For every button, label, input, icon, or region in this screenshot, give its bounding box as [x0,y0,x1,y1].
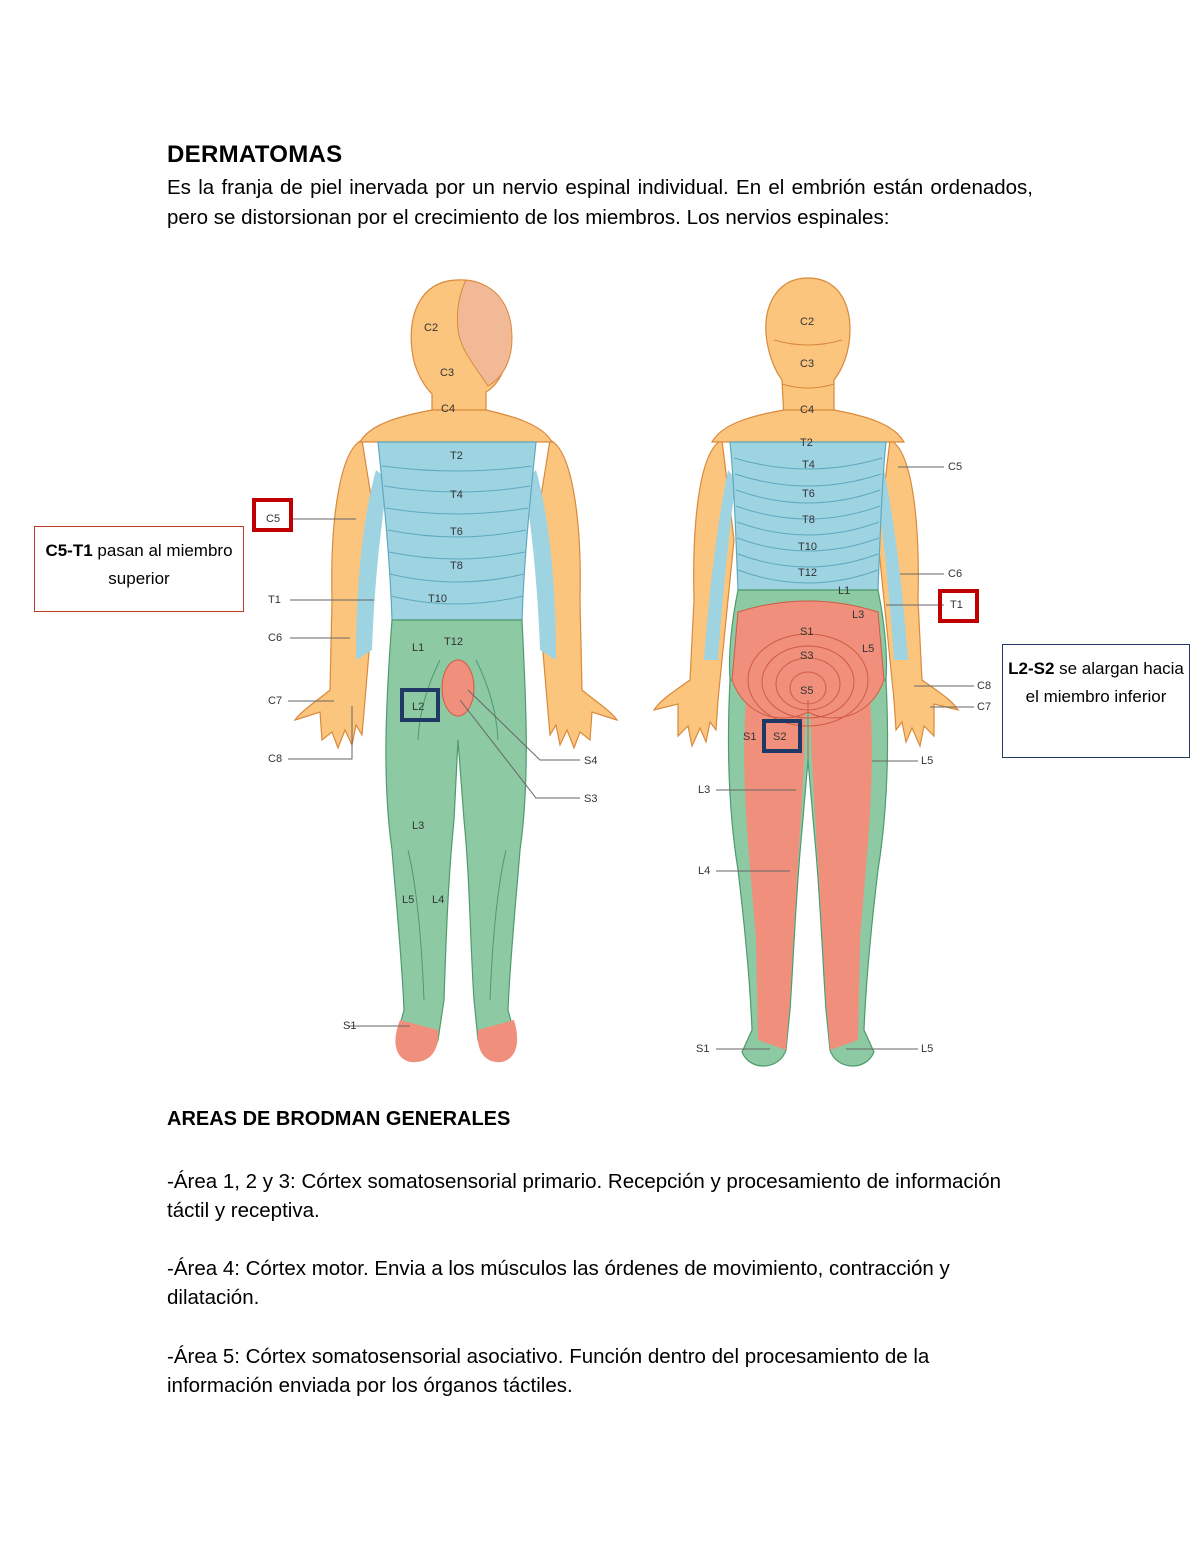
back-label-l5-foot: L5 [921,1043,934,1055]
back-label-t4: T4 [802,459,815,471]
back-label-t1: T1 [950,599,963,611]
back-label-t8: T8 [802,514,815,526]
back-label-c6: C6 [948,568,963,580]
front-label-t6: T6 [450,526,463,538]
front-label-t2: T2 [450,450,463,462]
callout-upper-limb-bold: C5-T1 [45,541,93,560]
back-label-s5: S5 [800,685,814,697]
back-label-t6: T6 [802,488,815,500]
area-item-1-2-3: -Área 1, 2 y 3: Córtex somatosensorial primario. Recepción y procesamiento de información táctil y receptiva. [167,1170,1002,1222]
callout-lower-limb [1002,644,1190,758]
back-label-l1: L1 [838,585,851,597]
front-label-c8: C8 [268,753,283,765]
back-label-c5: C5 [948,461,963,473]
front-label-c2: C2 [424,322,439,334]
front-label-t4: T4 [450,489,463,501]
back-label-c3: C3 [800,358,815,370]
front-label-c5: C5 [266,513,281,525]
back-label-s3: S3 [800,650,814,662]
front-label-t1: T1 [268,594,281,606]
front-label-s4: S4 [584,755,598,767]
callout-lower-limb-bold: L2-S2 [1008,659,1055,678]
front-label-c7: C7 [268,695,283,707]
callout-upper-limb-text: pasan al miembro superior [92,541,233,588]
front-label-c4: C4 [441,403,456,415]
back-label-l4-leg: L4 [698,865,711,877]
back-label-l5-leg: L5 [921,755,934,767]
back-label-c7: C7 [977,701,992,713]
back-figure [654,278,991,1066]
area-item-5: -Área 5: Córtex somatosensorial asociativo. Función dentro del procesamiento de la información enviada por los órganos táctiles. [167,1345,930,1397]
callout-lower-limb-text: se alargan hacia el miembro inferior [1025,659,1184,706]
back-label-t10: T10 [798,541,817,553]
intro-paragraph: Es la franja de piel inervada por un nervio espinal individual. En el embrión están ordenados, pero se distorsionan por el crecimiento de los miembros. Los nervios espinales: [167,176,1033,229]
back-label-s2: S2 [773,731,787,743]
front-figure [254,280,617,1062]
front-label-t8: T8 [450,560,463,572]
front-label-l5: L5 [402,894,415,906]
back-label-c8: C8 [977,680,992,692]
front-label-c6: C6 [268,632,283,644]
back-label-t2: T2 [800,437,813,449]
page-title: DERMATOMAS [167,141,343,168]
front-label-s3: S3 [584,793,598,805]
front-label-l2: L2 [412,701,425,713]
back-label-l3-leg: L3 [698,784,711,796]
front-label-c3: C3 [440,367,455,379]
back-label-l5: L5 [862,643,875,655]
back-head [766,278,850,420]
front-label-t12: T12 [444,636,463,648]
front-label-s1: S1 [343,1020,357,1032]
back-label-c4: C4 [800,404,815,416]
back-label-s1-hip: S1 [743,731,757,743]
callout-upper-limb [34,526,244,612]
back-label-s1: S1 [800,626,814,638]
area-item-4: -Área 4: Córtex motor. Envia a los músculos las órdenes de movimiento, contracción y dilatación. [167,1257,950,1309]
back-label-l3: L3 [852,609,865,621]
front-label-l3: L3 [412,820,425,832]
section-title-brodman: AREAS DE BRODMAN GENERALES [167,1108,511,1130]
front-label-l1: L1 [412,642,425,654]
back-label-t12: T12 [798,567,817,579]
front-label-t10: T10 [428,593,447,605]
front-label-l4: L4 [432,894,445,906]
back-label-s1-foot: S1 [696,1043,710,1055]
back-label-c2: C2 [800,316,815,328]
